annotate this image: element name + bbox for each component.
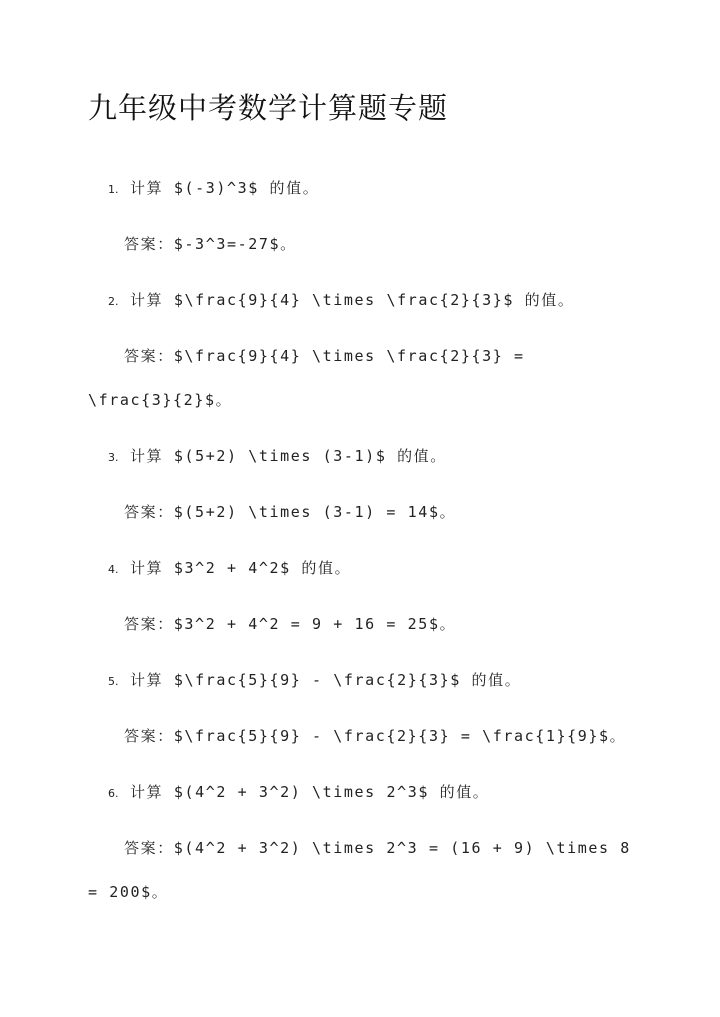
answer-6-continued: = 200$。 [88,883,169,901]
question-text: 计算 $(4^2 + 3^2) \times 2^3$ 的值。 [130,783,490,801]
question-4 [108,557,351,578]
answer-4: 答案：$3^2 + 4^2 = 9 + 16 = 25$。 [124,615,457,633]
question-text: 计算 $\frac{5}{9} - \frac{2}{3}$ 的值。 [130,671,522,689]
question-text: 计算 $(-3)^3$ 的值。 [130,179,320,197]
question-text: 计算 $3^2 + 4^2$ 的值。 [130,559,352,577]
question-number: 5. [108,675,119,688]
answer-1: 答案：$-3^3=-27$。 [124,235,297,253]
question-number: 1. [108,183,119,196]
answer-6: 答案：$(4^2 + 3^2) \times 2^3 = (16 + 9) \times 8 [124,839,631,857]
question-number: 2. [108,295,119,308]
question-5 [108,669,521,690]
answer-3: 答案：$(5+2) \times (3-1) = 14$。 [124,503,457,521]
question-number: 3. [108,451,119,464]
question-number: 4. [108,563,119,576]
answer-2-continued: \frac{3}{2}$。 [88,391,233,409]
answer-5: 答案：$\frac{5}{9} - \frac{2}{3} = \frac{1}{9}$。 [124,727,627,745]
answer-2: 答案：$\frac{9}{4} \times \frac{2}{3} = [124,347,525,365]
question-text: 计算 $(5+2) \times (3-1)$ 的值。 [130,447,447,465]
question-2 [108,289,574,310]
question-number: 6. [108,787,119,800]
question-3 [108,445,447,466]
question-6 [108,781,489,802]
page-title: 九年级中考数学计算题专题 [88,91,449,125]
question-text: 计算 $\frac{9}{4} \times \frac{2}{3}$ 的值。 [130,291,575,309]
question-1 [108,177,319,198]
